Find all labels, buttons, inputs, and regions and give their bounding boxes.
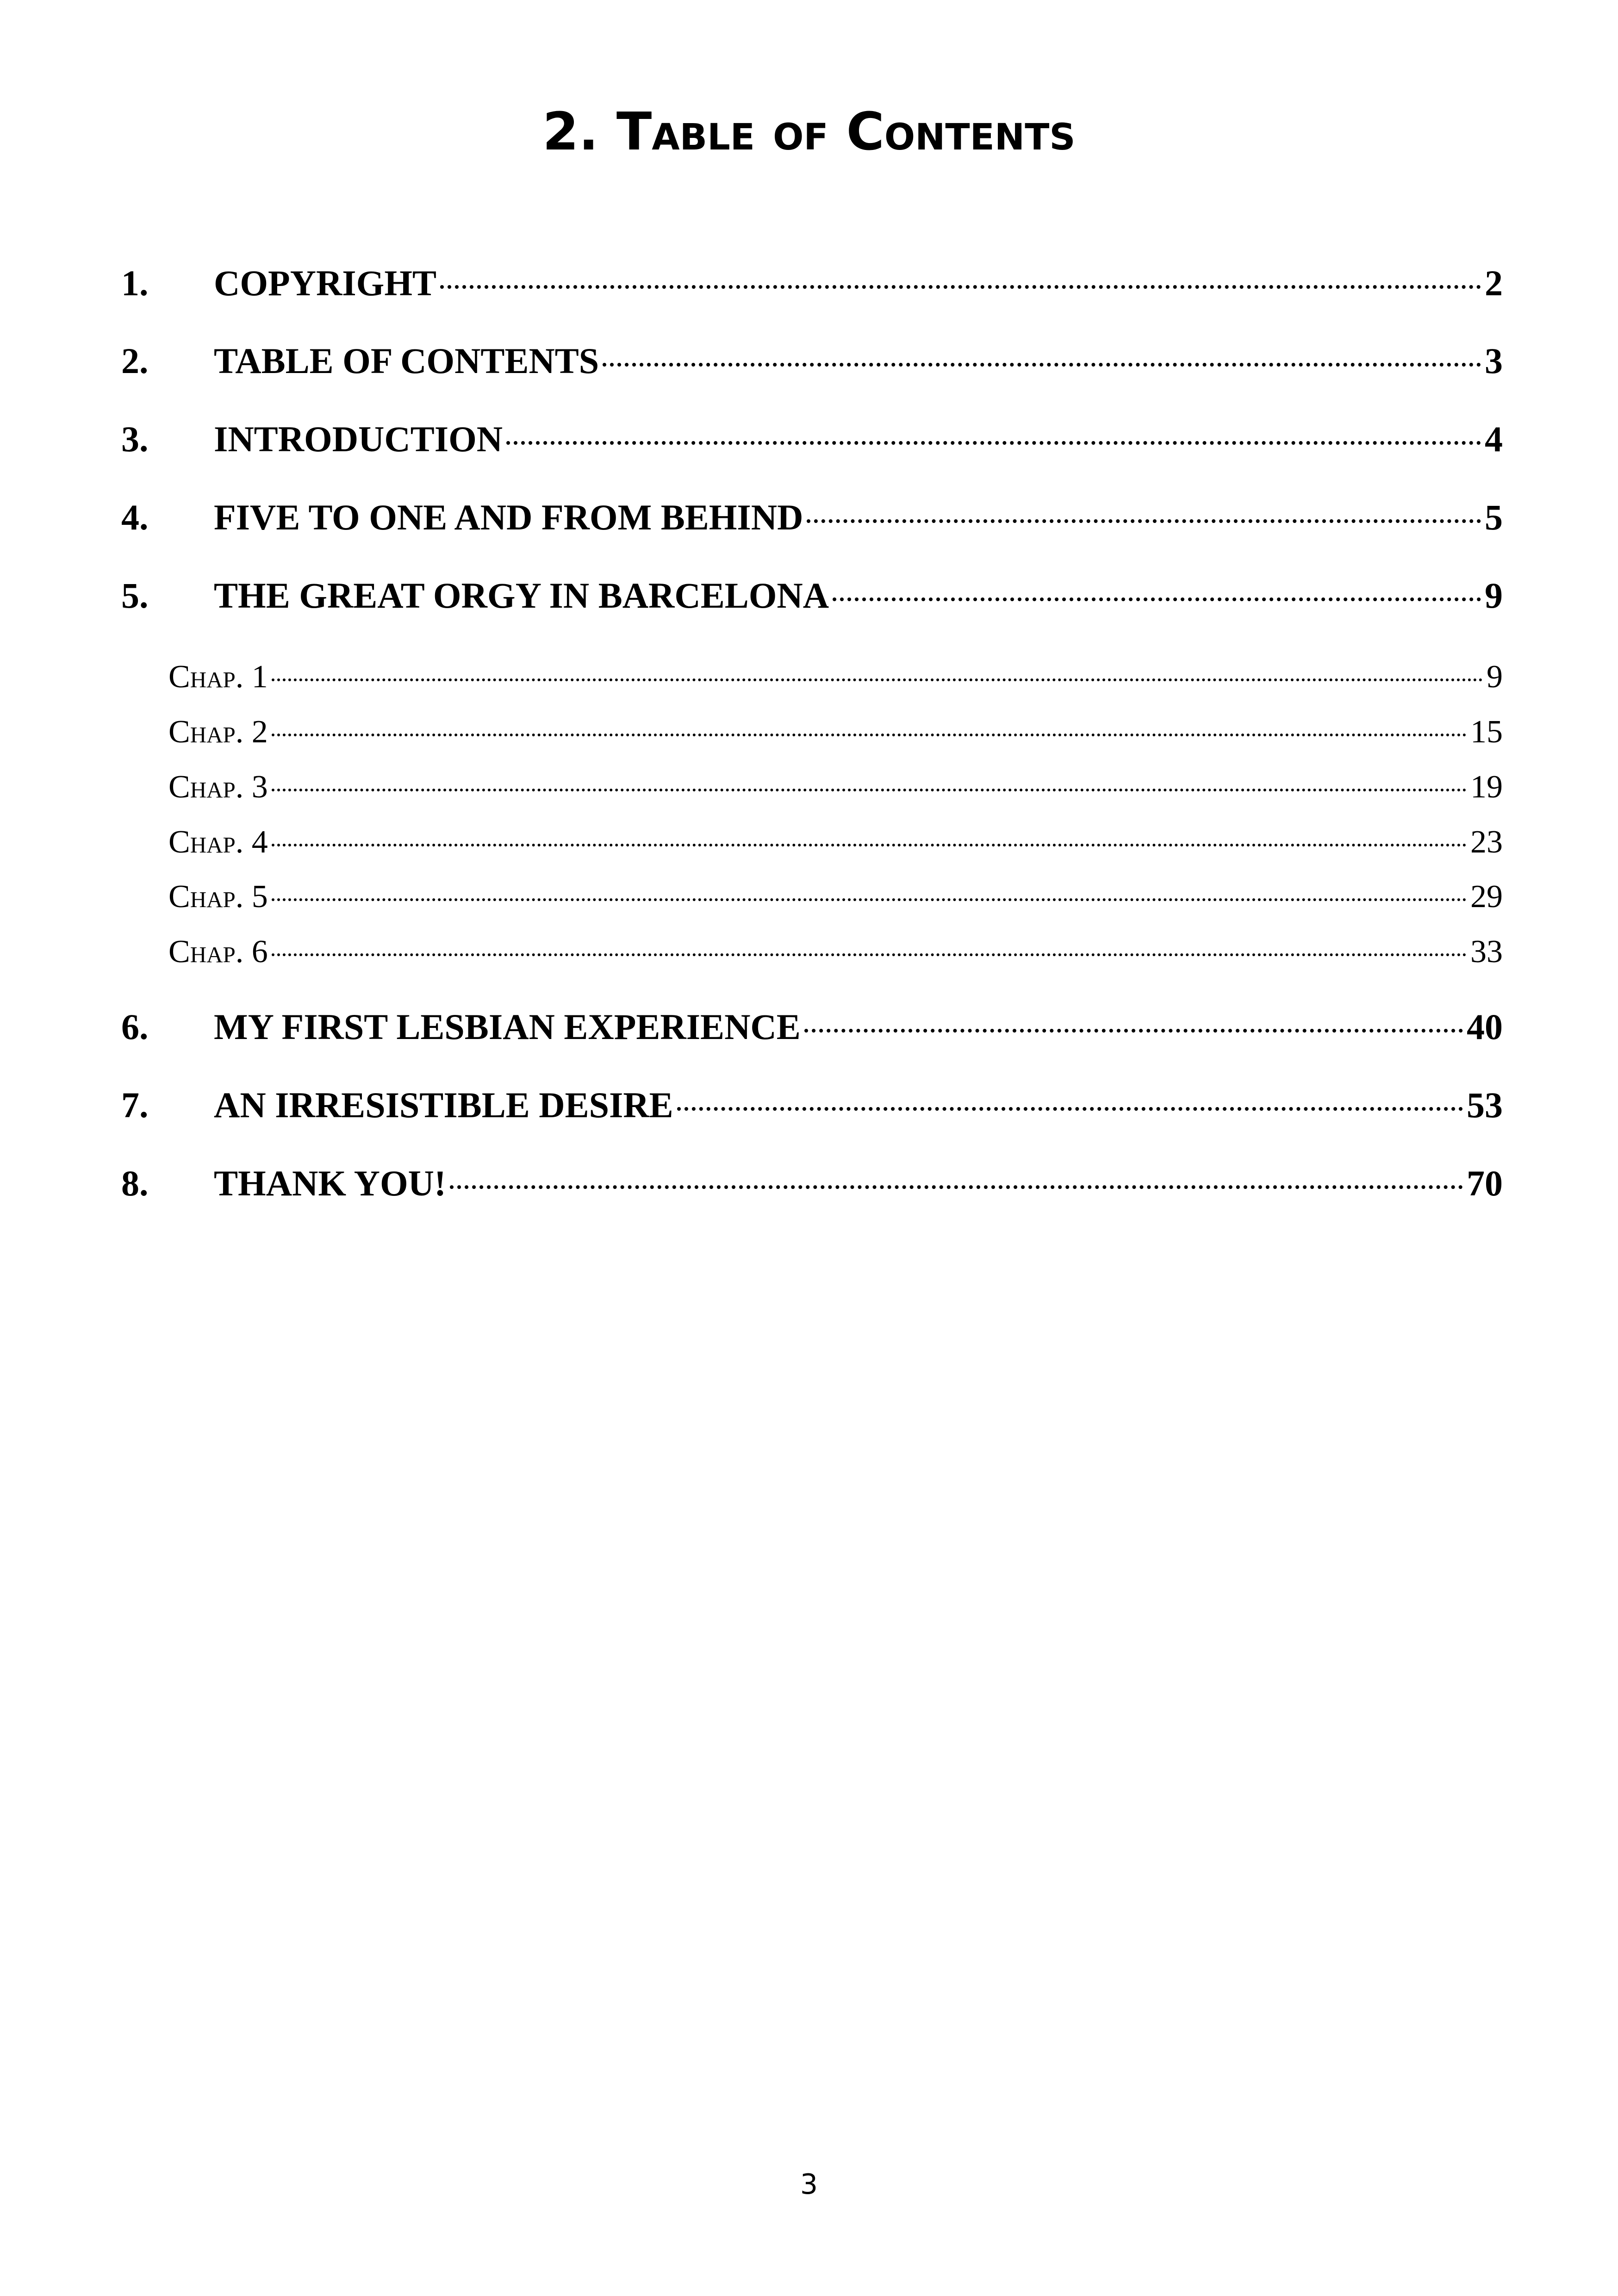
toc-subentry-chap-6[interactable] — [168, 930, 1503, 971]
toc-subentry-chap-5[interactable] — [168, 875, 1503, 916]
toc-entry-number: 4. — [121, 497, 149, 537]
toc-subentry-chap-2[interactable] — [168, 710, 1503, 752]
toc-subentry-page: 9 — [1487, 659, 1503, 695]
toc-entry-number: 1. — [121, 263, 149, 303]
toc-dot-leader — [677, 1081, 1463, 1117]
toc-dot-leader — [804, 1003, 1463, 1039]
toc-subentry-chap-4[interactable] — [168, 820, 1503, 862]
toc-entry-title: INTRODUCTION — [214, 419, 503, 459]
toc-subentry-title: Chap. 5 — [168, 879, 268, 915]
toc-entry-title: THE GREAT ORGY IN BARCELONA — [214, 575, 829, 616]
toc-dot-leader — [272, 655, 1483, 687]
toc-subentry-title: Chap. 3 — [168, 769, 268, 805]
toc-subentry-page: 29 — [1470, 879, 1503, 915]
toc-entry-five-to-one[interactable] — [121, 493, 1503, 540]
toc-entry-table-of-contents[interactable] — [121, 337, 1503, 383]
toc-subentry-title: Chap. 6 — [168, 934, 268, 970]
toc-entry-great-orgy[interactable] — [121, 572, 1503, 618]
toc-entry-number: 8. — [121, 1163, 149, 1203]
toc-dot-leader — [272, 930, 1467, 962]
toc-subentry-chap-1[interactable] — [168, 655, 1503, 697]
toc-subentry-page: 23 — [1470, 824, 1503, 860]
toc-entry-title: AN IRRESISTIBLE DESIRE — [214, 1085, 673, 1125]
toc-entry-page: 53 — [1467, 1085, 1503, 1125]
toc-entry-number: 2. — [121, 341, 149, 381]
toc-dot-leader — [272, 765, 1467, 797]
toc-entry-page: 70 — [1467, 1163, 1503, 1203]
toc-subentry-title: Chap. 4 — [168, 824, 268, 860]
toc-dot-leader — [506, 415, 1481, 451]
toc-entry-number: 6. — [121, 1007, 149, 1047]
toc-dot-leader — [272, 710, 1467, 742]
toc-entry-number: 7. — [121, 1085, 149, 1125]
toc-entry-page: 40 — [1467, 1007, 1503, 1047]
toc-entry-title: THANK YOU! — [214, 1163, 446, 1203]
toc-subentry-title: Chap. 1 — [168, 659, 268, 695]
toc-entry-title: MY FIRST LESBIAN EXPERIENCE — [214, 1007, 801, 1047]
page-title-text: Table of Contents — [616, 102, 1076, 162]
toc-entry-title: COPYRIGHT — [214, 263, 437, 303]
toc-subentry-chap-3[interactable] — [168, 765, 1503, 807]
toc-dot-leader — [272, 875, 1467, 907]
toc-entry-introduction[interactable] — [121, 415, 1503, 461]
toc-entry-page: 4 — [1485, 419, 1503, 459]
page-title-number: 2. — [542, 102, 598, 162]
toc-entry-page: 9 — [1485, 575, 1503, 616]
page-title — [0, 100, 1618, 164]
toc-entry-thank-you[interactable] — [121, 1159, 1503, 1206]
toc-dot-leader — [807, 493, 1481, 529]
toc-dot-leader — [440, 259, 1481, 295]
toc-dot-leader — [272, 820, 1467, 852]
toc-subentry-title: Chap. 2 — [168, 714, 268, 750]
toc-subentry-page: 15 — [1470, 714, 1503, 750]
toc-entry-title: FIVE TO ONE AND FROM BEHIND — [214, 497, 803, 537]
toc-dot-leader — [833, 572, 1481, 608]
toc-dot-leader — [603, 337, 1481, 373]
toc-entry-page: 5 — [1485, 497, 1503, 537]
toc-entry-number: 3. — [121, 419, 149, 459]
toc-subentry-page: 19 — [1470, 769, 1503, 805]
toc-entry-number: 5. — [121, 575, 149, 616]
toc-entry-page: 3 — [1485, 341, 1503, 381]
toc-entry-title: TABLE OF CONTENTS — [214, 341, 599, 381]
toc-subentry-page: 33 — [1470, 934, 1503, 970]
toc-entry-irresistible-desire[interactable] — [121, 1081, 1503, 1127]
page-number: 3 — [800, 2168, 818, 2201]
toc-dot-leader — [450, 1159, 1463, 1195]
toc-entry-copyright[interactable] — [121, 259, 1503, 305]
toc-entry-page: 2 — [1485, 263, 1503, 303]
toc-entry-first-lesbian-experience[interactable] — [121, 1003, 1503, 1049]
